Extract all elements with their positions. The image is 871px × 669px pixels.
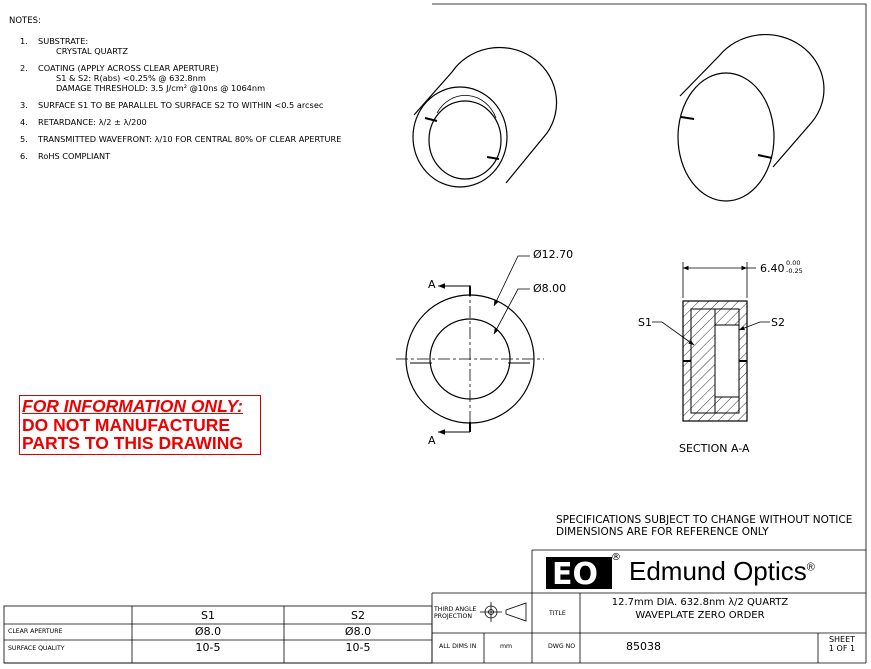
drawing-title <box>582 596 818 622</box>
thickness-tol-lower: -0.25 <box>786 267 803 275</box>
note-text: CRYSTAL QUARTZ <box>56 46 128 56</box>
note-text: RETARDANCE: λ/2 ± λ/200 <box>38 117 147 127</box>
front-view <box>396 256 544 432</box>
outer-diameter-dimension: Ø12.70 <box>533 248 574 261</box>
note-number: 4. <box>20 117 28 127</box>
specs-line-2: DIMENSIONS ARE FOR REFERENCE ONLY <box>556 526 769 538</box>
table-row-label: CLEAR APERTURE <box>8 628 63 635</box>
note-number: 2. <box>20 63 28 73</box>
title-label: TITLE <box>549 610 566 617</box>
units-value: mm <box>500 643 513 650</box>
note-text: SUBSTRATE: <box>38 36 89 46</box>
table-cell: Ø8.0 <box>194 625 222 638</box>
dwg-no-value: 85038 <box>626 640 661 653</box>
table-cell: Ø8.0 <box>344 625 372 638</box>
sheet-label: SHEET <box>828 635 856 644</box>
note-text: SURFACE S1 TO BE PARALLEL TO SURFACE S2 TO WITHIN <0.5 arcsec <box>38 100 324 110</box>
notes-title: NOTES: <box>9 16 41 26</box>
note-number: 5. <box>20 134 28 144</box>
thickness-dimension: 6.40 <box>760 262 785 275</box>
note-text: RoHS COMPLIANT <box>38 151 111 161</box>
surface-s2-label: S2 <box>771 316 785 329</box>
table-header-s1: S1 <box>201 609 215 622</box>
thickness-tol-upper: 0.00 <box>786 259 801 267</box>
specs-line-1: SPECIFICATIONS SUBJECT TO CHANGE WITHOUT NOTICE <box>556 514 853 526</box>
company-registered-mark: ® <box>806 561 815 574</box>
note-number: 6. <box>20 151 28 161</box>
drawing-title-line-1: 12.7mm DIA. 632.8nm λ/2 QUARTZ <box>611 597 789 608</box>
warning-line-3: PARTS TO THIS DRAWING <box>22 433 244 453</box>
sheet-value: 1 OF 1 <box>828 644 856 653</box>
section-caption: SECTION A-A <box>679 442 750 455</box>
inner-diameter-dimension: Ø8.00 <box>533 282 567 295</box>
warning-line-2: DO NOT MANUFACTURE <box>22 414 231 435</box>
section-marker-bottom: A <box>428 434 436 447</box>
table-cell: 10-5 <box>345 641 371 654</box>
company-name-text: Edmund Optics <box>629 556 807 586</box>
third-angle-projection-symbol <box>480 602 526 622</box>
surface-s1-label: S1 <box>638 316 652 329</box>
isometric-view-back <box>678 35 824 201</box>
table-cell: 10-5 <box>195 641 221 654</box>
specs-notice <box>556 514 852 538</box>
drawing-title-line-2: WAVEPLATE ZERO ORDER <box>635 610 765 621</box>
note-text: TRANSMITTED WAVEFRONT: λ/10 FOR CENTRAL 80% OF CLEAR APERTURE <box>38 134 342 144</box>
logo-registered-mark: ® <box>611 552 621 563</box>
edmund-optics-logo <box>546 557 612 592</box>
all-dims-label: ALL DIMS IN <box>439 643 477 650</box>
note-text: COATING (APPLY ACROSS CLEAR APERTURE) <box>38 63 219 73</box>
note-number: 1. <box>20 36 28 46</box>
sheet-cell <box>819 635 865 653</box>
logo-letters: EO <box>552 557 598 592</box>
isometric-view-front <box>413 47 557 187</box>
note-number: 3. <box>20 100 28 110</box>
company-name <box>629 556 815 587</box>
section-view <box>652 262 770 421</box>
table-row-label: SURFACE QUALITY <box>8 645 65 652</box>
section-marker-top: A <box>428 278 436 291</box>
note-text: DAMAGE THRESHOLD: 3.5 J/cm² @10ns @ 1064nm <box>56 83 266 93</box>
warning-line-1: FOR INFORMATION ONLY: <box>22 396 243 416</box>
table-header-s2: S2 <box>351 609 365 622</box>
third-angle-label: THIRD ANGLE PROJECTION <box>434 606 477 620</box>
dwg-no-label: DWG NO <box>548 643 576 650</box>
note-text: S1 & S2: R(abs) <0.25% @ 632.8nm <box>56 73 206 83</box>
